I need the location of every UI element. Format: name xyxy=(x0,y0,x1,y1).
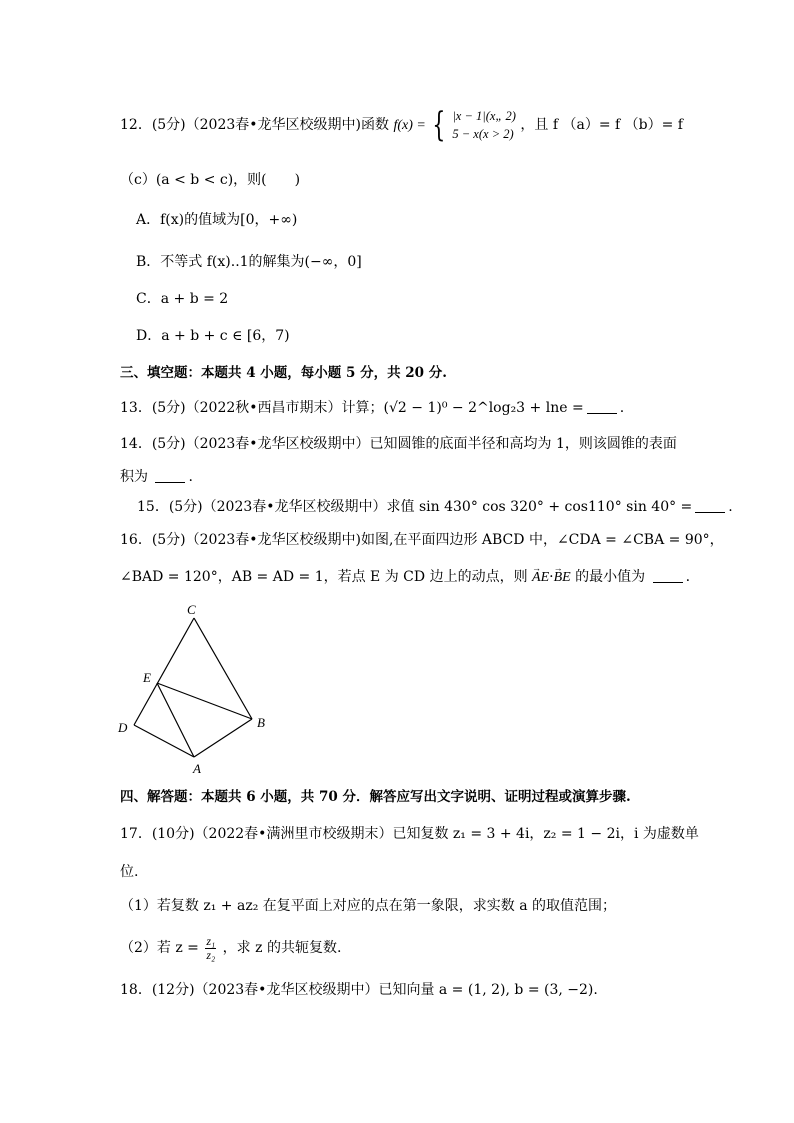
label-e: E xyxy=(143,670,151,685)
q16-dot: · xyxy=(549,569,554,585)
q12-line1 xyxy=(120,107,684,143)
q15-end: . xyxy=(728,499,733,515)
q16-end: . xyxy=(685,569,691,585)
q17-line2: 位. xyxy=(120,864,139,880)
label-d: D xyxy=(118,720,128,735)
q12-line2: （c）(a < b < c)，则( ) xyxy=(120,172,301,188)
q12-brace: { xyxy=(432,105,446,145)
q17-line1: 17．(10分)（2022春•满洲里市校级期末）已知复数 z₁ = 3 + 4i，z₂ = 1 − 2i，i 为虚数单 xyxy=(120,826,699,842)
q17-fraction-numerator: z₁ xyxy=(206,933,216,948)
segment-ba xyxy=(194,719,252,757)
section-3-heading: 三、填空题：本题共 4 小题，每小题 5 分，共 20 分. xyxy=(120,365,447,381)
q17-part2 xyxy=(120,931,684,965)
q14-answer-blank xyxy=(155,481,185,483)
q15-answer-blank xyxy=(695,511,725,513)
q16-vector-be: → BE xyxy=(554,568,571,588)
q14-line1: 14．(5分)（2023春•龙华区校级期中）已知圆锥的底面半径和高均为 1，则该圆锥的表面 xyxy=(120,436,677,452)
q12-case1: |x − 1|(x„ 2) xyxy=(452,109,516,123)
q16-line2 xyxy=(120,567,691,588)
q16-text-a: ∠BAD = 120°，AB = AD = 1，若点 E 为 CD 边上的动点，则 xyxy=(120,569,528,585)
figure-lines xyxy=(134,618,252,757)
q14-end: . xyxy=(188,469,193,485)
label-b: B xyxy=(257,715,265,730)
q13-answer-blank xyxy=(587,412,617,414)
q16-vector-ae: → AE xyxy=(532,568,549,588)
q14-line2 xyxy=(120,467,684,487)
q12-func: f(x) = xyxy=(393,118,426,133)
segment-ea xyxy=(157,683,194,757)
q12-option-d: D．a + b + c ∈ [6，7) xyxy=(136,328,290,344)
q12-tail: ，且 f （a）= f （b）= f xyxy=(520,117,683,133)
q18-line: 18．(12分)（2023春•龙华区校级期中）已知向量 a = (1, 2), b = (3, −2). xyxy=(120,982,598,998)
q12-head: 12．(5分)（2023春•龙华区校级期中)函数 xyxy=(120,117,389,133)
q13-text: 13．(5分)（2022秋•西昌市期末）计算；(√2 − 1)⁰ − 2^log₂3 + lne = xyxy=(120,400,584,416)
q15-line xyxy=(137,497,733,517)
quadrilateral-figure xyxy=(110,598,280,783)
q16-answer-blank xyxy=(653,581,683,583)
q15-text: 15．(5分)（2023春•龙华区校级期中）求值 sin 430° cos 320° + cos110° sin 40° = xyxy=(137,499,693,515)
q17-part2-b: ，求 z 的共轭复数. xyxy=(222,940,342,956)
q17-fraction-denominator: z₂ xyxy=(206,947,216,962)
q17-fraction xyxy=(205,935,216,962)
q12-cases xyxy=(452,107,516,143)
segment-cb xyxy=(194,618,252,719)
q12-option-c: C．a + b = 2 xyxy=(136,291,229,307)
q16-line1: 16．(5分)（2023春•龙华区校级期中)如图,在平面四边形 ABCD 中，∠CDA = ∠CBA = 90°， xyxy=(120,532,724,548)
q13-line xyxy=(120,398,684,418)
q12-option-b: B．不等式 f(x)..1的解集为(−∞，0] xyxy=(136,254,362,270)
q17-part2-a: （2）若 z = xyxy=(120,940,199,956)
q12-case2: 5 − x(x > 2) xyxy=(452,127,514,141)
q16-text-b: 的最小值为 xyxy=(575,569,646,585)
segment-eb xyxy=(157,683,252,719)
label-a: A xyxy=(193,761,201,776)
label-c: C xyxy=(187,602,196,617)
q12-option-a: A．f(x)的值域为[0，+∞) xyxy=(136,212,298,228)
segment-ad xyxy=(134,725,194,757)
q14-text: 积为 xyxy=(120,469,148,485)
section-4-heading: 四、解答题：本题共 6 小题，共 70 分．解答应写出文字说明、证明过程或演算步骤. xyxy=(120,789,631,805)
q13-end: . xyxy=(619,400,625,416)
q17-part1: （1）若复数 z₁ + az₂ 在复平面上对应的点在第一象限，求实数 a 的取值范围； xyxy=(120,898,617,914)
